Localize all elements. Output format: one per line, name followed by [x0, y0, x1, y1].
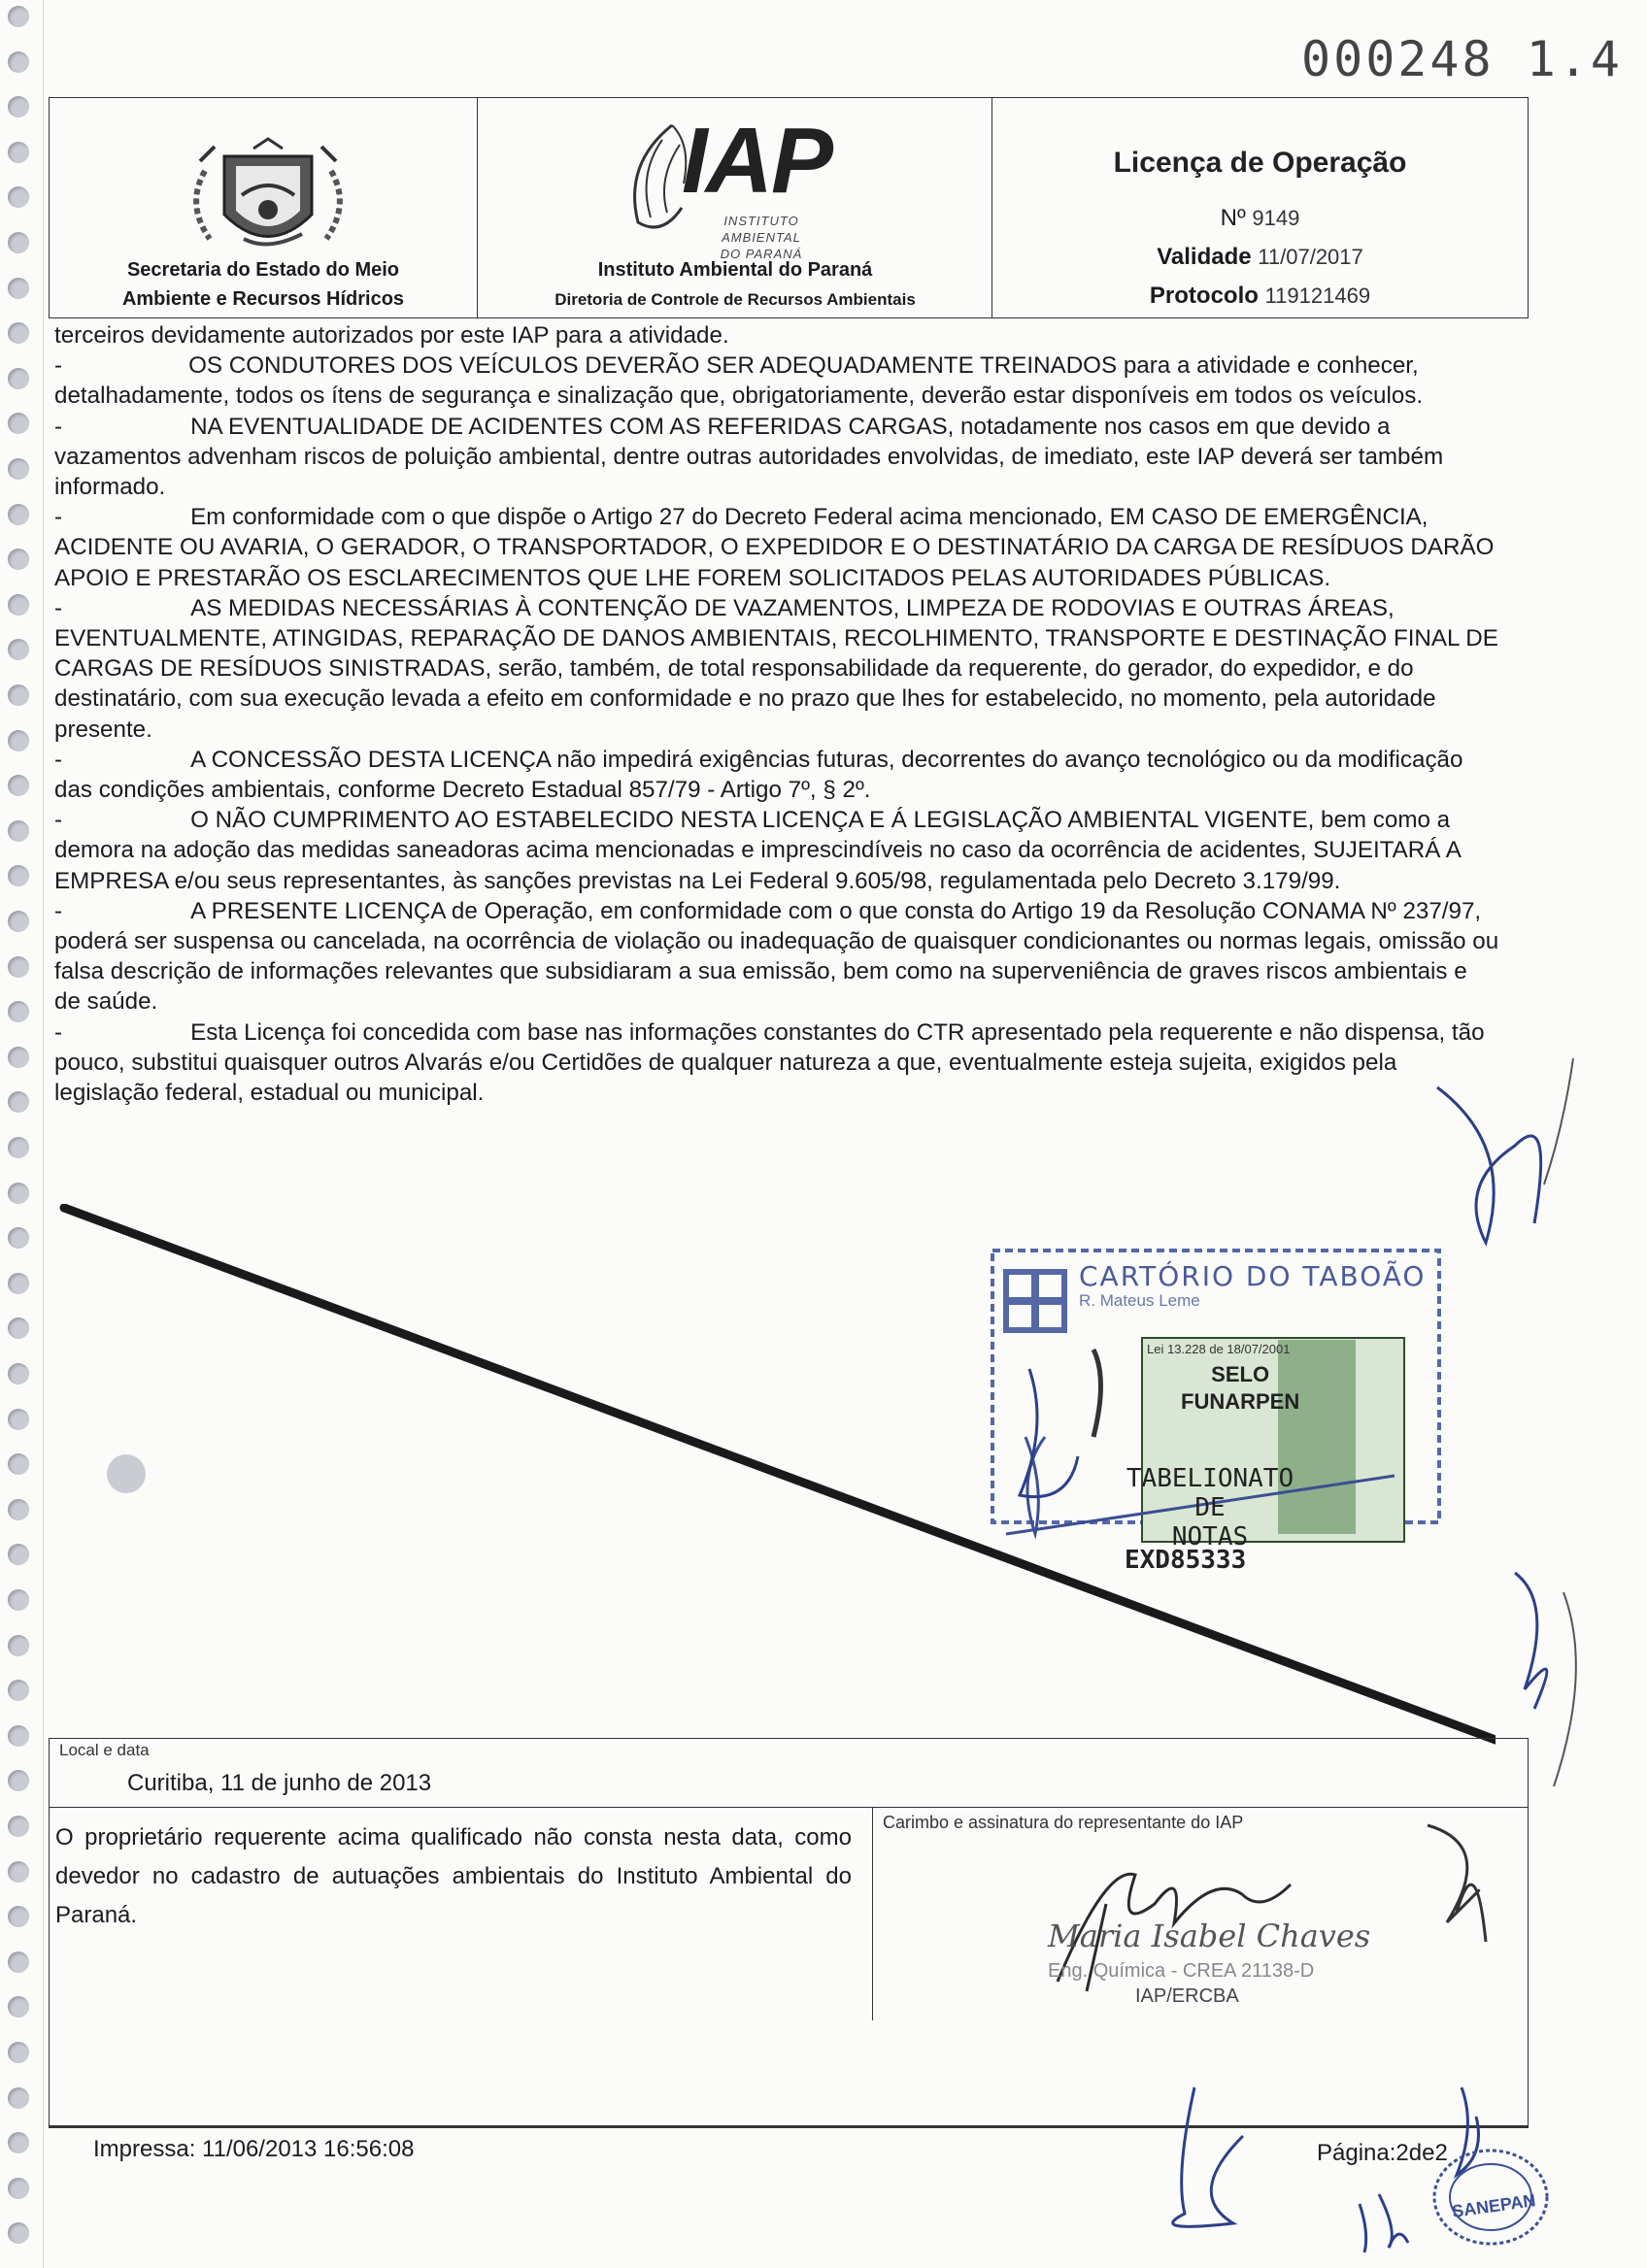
binder-hole: [8, 51, 29, 73]
signer-name: Maria Isabel Chaves: [1048, 1918, 1371, 1954]
binder-hole: [8, 1861, 29, 1883]
binder-hole: [8, 1499, 29, 1520]
condition-8-text: Esta Licença foi concedida com base nas informações constantes do CTR apresentado pela requerente e não dispensa, tão pouco, substitui quaisquer outros Alvarás e/ou Certidões de qualquer natureza a que, eventualmente esteja sujeita, exigidos pela legislação federal, estadual ou municipal.: [54, 1018, 1485, 1107]
binder-hole: [8, 413, 29, 434]
local-date-value: Curitiba, 11 de junho de 2013: [127, 1770, 432, 1796]
license-number: [992, 205, 1528, 232]
signature-cell: [873, 1807, 1528, 2020]
punch-hole-mark: [107, 1454, 146, 1493]
binder-hole: [8, 1680, 29, 1701]
dash: -: [54, 897, 63, 924]
condition-1: [54, 350, 1499, 411]
iap-logo-subtitle: [693, 213, 829, 262]
binder-hole: [8, 1770, 29, 1791]
secretaria-line1: Secretaria do Estado do Meio: [126, 259, 400, 281]
binder-hole: [8, 1137, 29, 1158]
footer-rule: [49, 2126, 1529, 2128]
validity-value: 11/07/2017: [1258, 245, 1363, 269]
dash: -: [54, 807, 63, 834]
dash: -: [54, 746, 63, 773]
owner-statement-cell: [50, 1807, 873, 2020]
binder-holes: [0, 0, 35, 2268]
iap-logo-text: IAP: [682, 109, 832, 213]
stamp-law: Lei 13.228 de 18/07/2001: [1147, 1342, 1291, 1356]
binder-hole: [8, 504, 29, 525]
local-date-row: [50, 1739, 1528, 1808]
number-value: 9149: [1252, 206, 1300, 230]
condition-5-text: A CONCESSÃO DESTA LICENÇA não impedirá exigências futuras, decorrentes do avanço tecnológico ou da modificação das condições ambientais, conforme Decreto Estadual 857/79 - Artigo 7º, § 2º.: [54, 746, 1463, 804]
condition-1-text: OS CONDUTORES DOS VEÍCULOS DEVERÃO SER ADEQUADAMENTE TREINADOS para a atividade e conhecer, detalhadamente, todos os ítens de segurança e sinalização que, obrigatoriamente, deverão estar disponíveis em todos os veículos.: [54, 352, 1424, 410]
binder-hole: [8, 278, 29, 299]
binder-hole: [8, 1091, 29, 1113]
binder-hole: [8, 956, 29, 978]
binder-hole: [8, 594, 29, 616]
dash: -: [54, 594, 63, 621]
license-cell: [992, 98, 1528, 317]
binder-hole: [8, 1363, 29, 1384]
binder-hole: [8, 96, 29, 117]
binder-hole: [8, 1725, 29, 1747]
condition-6: [54, 805, 1499, 896]
logo-sub-line2: DO PARANÁ: [720, 247, 803, 261]
binder-hole: [8, 775, 29, 796]
license-conditions: [54, 320, 1499, 1108]
stamp-code: EXD85333: [1125, 1546, 1247, 1575]
binder-hole: [8, 368, 29, 389]
signature-label: Carimbo e assinatura do representante do IAP: [883, 1813, 1244, 1832]
protocol-label: Protocolo: [1149, 283, 1259, 309]
binder-hole: [8, 865, 29, 886]
binder-hole: [8, 1317, 29, 1339]
binder-hole: [8, 1816, 29, 1837]
binder-hole: [8, 1906, 29, 1927]
selo-line1: SELO: [1211, 1362, 1270, 1386]
stamp-address: R. Mateus Leme: [1079, 1291, 1200, 1310]
license-validity: [992, 244, 1528, 271]
binder-hole: [8, 2042, 29, 2063]
binder-hole: [8, 820, 29, 842]
condition-8: [54, 1017, 1499, 1109]
binder-hole: [8, 1453, 29, 1475]
binder-hole: [8, 730, 29, 751]
binder-hole: [8, 1635, 29, 1656]
selo-line2: FUNARPEN: [1181, 1389, 1300, 1414]
binder-hole: [8, 1589, 29, 1611]
binder-hole: [8, 639, 29, 660]
binder-hole: [8, 6, 29, 27]
condition-3-text: Em conformidade com o que dispõe o Artigo 27 do Decreto Federal acima mencionado, EM CASO DE EMERGÊNCIA, ACIDENTE OU AVARIA, O GERADOR, O TRANSPORTADOR, O EXPEDIDOR E O DESTINATÁRIO DA CARGA DE RESÍDUOS DARÃO APOIO E PRESTARÃO OS ESCLARECIMENTOS QUE LHE FOREM SOLICITADOS PELAS AUTORIDADES PÚBLICAS.: [54, 504, 1495, 591]
condition-4-text: AS MEDIDAS NECESSÁRIAS À CONTENÇÃO DE VAZAMENTOS, LIMPEZA DE RODOVIAS E OUTRAS ÁREAS, EVENTUALMENTE, ATINGIDAS, REPARAÇÃO DE DANOS AMBIENTAIS, RECOLHIMENTO, TRANSPORTE E DESTINAÇÃO FINAL DE CARGAS DE RESÍDUOS SINISTRADAS, serão, também, de total responsabilidade da requerente, do gerador, do expedidor, e do destinatário, com sua execução levada a efeito em conformidade e no prazo que lhes for estabelecido, no momento, pela autoridade presente.: [54, 594, 1498, 743]
binder-hole: [8, 1227, 29, 1249]
tab-line2: DE: [1194, 1493, 1226, 1522]
binder-hole: [8, 186, 29, 208]
owner-statement: O proprietário requerente acima qualificado não consta nesta data, como devedor no cadastro de autuações ambientais do Instituto Ambiental do Paraná.: [55, 1824, 852, 1928]
logo-sub-line1: INSTITUTO AMBIENTAL: [722, 214, 801, 245]
coat-of-arms-icon: [156, 137, 380, 263]
condition-2: [54, 412, 1499, 503]
page-number: Página:2de2: [1317, 2140, 1448, 2166]
binder-hole: [8, 1001, 29, 1022]
binder-hole: [8, 142, 29, 163]
validity-label: Validade: [1157, 244, 1252, 270]
binder-hole: [8, 684, 29, 706]
binder-hole: [8, 232, 29, 253]
printed-timestamp: Impressa: 11/06/2013 16:56:08: [93, 2136, 415, 2162]
binder-hole: [8, 322, 29, 344]
binder-hole: [8, 2178, 29, 2199]
stamp-tabelionato: [1093, 1464, 1327, 1551]
stamp-title: CARTÓRIO DO TABOÃO: [1079, 1260, 1427, 1292]
binder-hole: [8, 1996, 29, 2018]
condition-line0: terceiros devidamente autorizados por este IAP para a atividade.: [54, 322, 729, 349]
binder-hole: [8, 1273, 29, 1294]
binder-hole: [8, 2132, 29, 2153]
binder-hole: [8, 1183, 29, 1204]
binder-hole: [8, 1409, 29, 1430]
condition-4: [54, 593, 1499, 745]
condition-2-text: NA EVENTUALIDADE DE ACIDENTES COM AS REFERIDAS CARGAS, notadamente nos casos em que devido a vazamentos advenham riscos de poluição ambiental, dentre outras autoridades envolvidas, de imediato, este IAP deverá ser também informado.: [54, 413, 1444, 501]
tab-line1: TABELIONATO: [1126, 1464, 1294, 1493]
dash: -: [54, 504, 63, 531]
tab-line3: NOTAS: [1171, 1522, 1249, 1551]
binder-hole: [8, 549, 29, 570]
binder-hole: [8, 1544, 29, 1565]
stamp-selo: [1181, 1361, 1299, 1416]
binder-hole: [8, 911, 29, 932]
binder-hole: [8, 458, 29, 480]
dash: -: [54, 1018, 63, 1046]
dash: -: [54, 413, 63, 440]
condition-7-text: A PRESENTE LICENÇA de Operação, em conformidade com o que consta do Artigo 19 da Resolução CONAMA Nº 237/97, poderá ser suspensa ou cancelada, na ocorrência de violação ou inadequação de quaisquer condicionantes ou normas legais, omissão ou falsa descrição de informações relevantes que subsidiaram a sua emissão, bem como na superveniência de graves riscos ambientais e de saúde.: [54, 897, 1499, 1016]
condition-3: [54, 502, 1499, 593]
notary-stamp: [987, 1243, 1443, 1575]
condition-6-text: O NÃO CUMPRIMENTO AO ESTABELECIDO NESTA LICENÇA E Á LEGISLAÇÃO AMBIENTAL VIGENTE, bem como a demora na adoção das medidas saneadoras acima mencionadas e imprescindíveis no caso da ocorrência de acidentes, SUJEITARÁ A EMPRESA e/ou seus representantes, às sanções previstas na Lei Federal 9.605/98, regulamentada pelo Decreto 3.179/99.: [54, 807, 1461, 894]
seal-text: SANEPAN: [1450, 2190, 1537, 2221]
license-title: Licença de Operação: [1113, 147, 1407, 179]
directorate-name: Diretoria de Controle de Recursos Ambientais: [555, 290, 916, 309]
signer-unit: IAP/ERCBA: [1135, 1985, 1239, 2007]
header-table: [49, 97, 1529, 318]
condition-7: [54, 896, 1499, 1017]
secretaria-line2: Ambiente e Recursos Hídricos: [121, 288, 405, 310]
binder-hole: [8, 2222, 29, 2244]
binder-line: [43, 0, 44, 2268]
number-label: Nº: [1220, 205, 1246, 231]
institute-cell: [477, 98, 992, 317]
secretaria-cell: [50, 98, 477, 317]
binder-hole: [8, 1047, 29, 1068]
condition-5: [54, 745, 1499, 805]
protocol-value: 119121469: [1264, 284, 1371, 308]
document-number: 000248 1.4: [1301, 31, 1624, 87]
institute-name: Instituto Ambiental do Paraná: [597, 259, 873, 281]
signer-crea: Eng. Química - CREA 21138-D: [1048, 1960, 1315, 1982]
binder-hole: [8, 2087, 29, 2109]
dash: -: [54, 352, 63, 380]
license-protocol: [992, 283, 1528, 310]
binder-hole: [8, 1951, 29, 1973]
local-date-label: Local e data: [59, 1741, 150, 1759]
footer-table: [49, 1738, 1529, 2126]
